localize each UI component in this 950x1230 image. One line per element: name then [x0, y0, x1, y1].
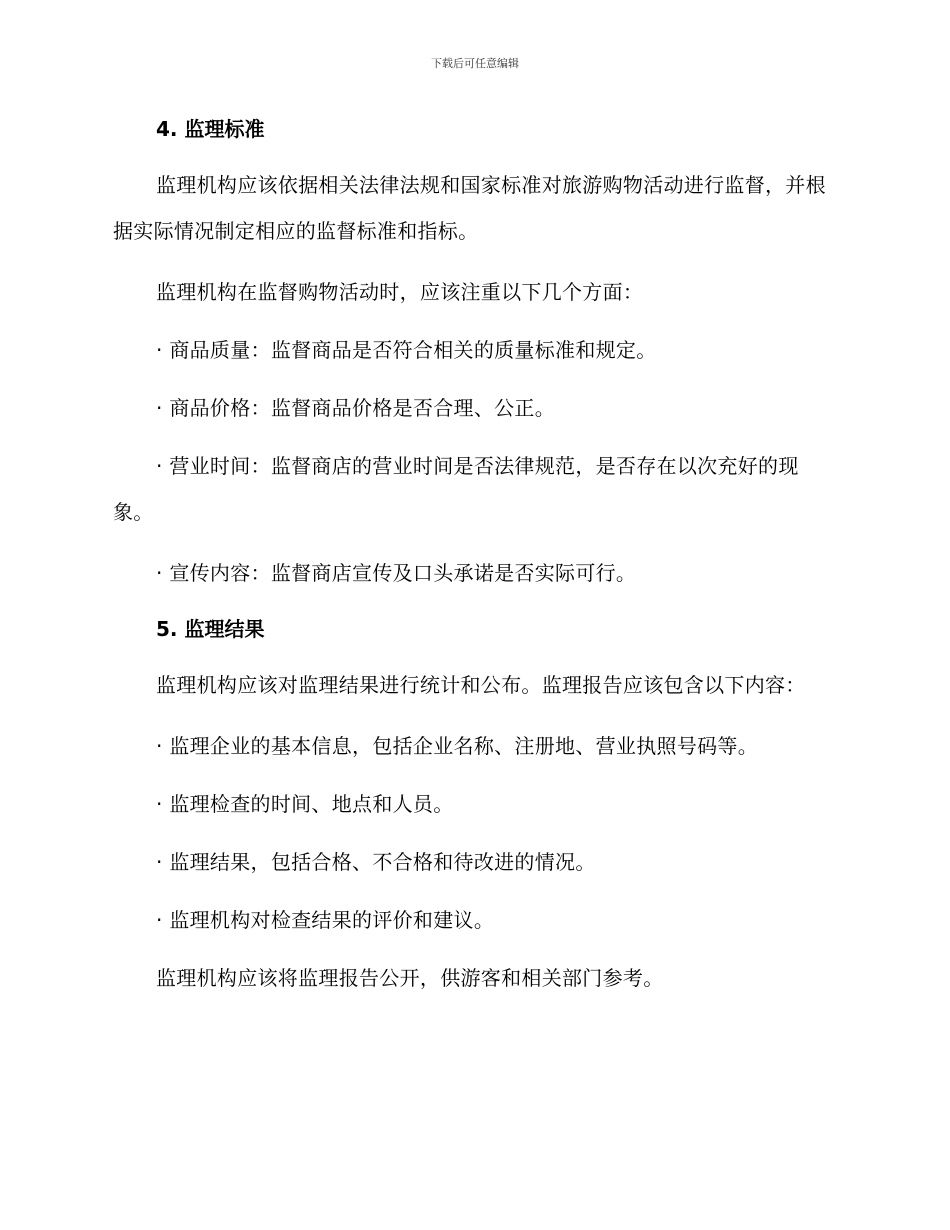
section-4-paragraph-1: 监理机构应该依据相关法律法规和国家标准对旅游购物活动进行监督，并根据实际情况制定相应的监督标准和指标。 [113, 173, 826, 243]
section-4-paragraph-2: 监理机构在监督购物活动时，应该注重以下几个方面： [156, 280, 644, 304]
section-5-paragraph-2: 监理机构应该将监理报告公开，供游客和相关部门参考。 [156, 966, 664, 990]
section-5-bullet-inspection: · 监理检查的时间、地点和人员。 [156, 792, 454, 816]
section-4-heading: 4. 监理标准 [156, 117, 265, 141]
section-5-paragraph-1: 监理机构应该对监理结果进行统计和公布。监理报告应该包含以下内容： [156, 673, 806, 697]
section-5-bullet-results: · 监理结果，包括合格、不合格和待改进的情况。 [156, 850, 596, 874]
section-4-bullet-promotion: · 宣传内容：监督商店宣传及口头承诺是否实际可行。 [156, 561, 637, 585]
section-4-bullet-hours: · 营业时间：监督商店的营业时间是否法律规范，是否存在以次充好的现象。 [113, 454, 799, 524]
section-4-bullet-quality: · 商品质量：监督商品是否符合相关的质量标准和规定。 [156, 338, 657, 362]
section-5-bullet-company-info: · 监理企业的基本信息，包括企业名称、注册地、营业执照号码等。 [156, 734, 759, 758]
section-4-bullet-price: · 商品价格：监督商品价格是否合理、公正。 [156, 396, 556, 420]
header-note: 下载后可任意编辑 [431, 57, 519, 70]
document-body [113, 108, 833, 1001]
section-5-bullet-evaluation: · 监理机构对检查结果的评价和建议。 [156, 908, 495, 932]
section-5-heading: 5. 监理结果 [156, 617, 265, 641]
